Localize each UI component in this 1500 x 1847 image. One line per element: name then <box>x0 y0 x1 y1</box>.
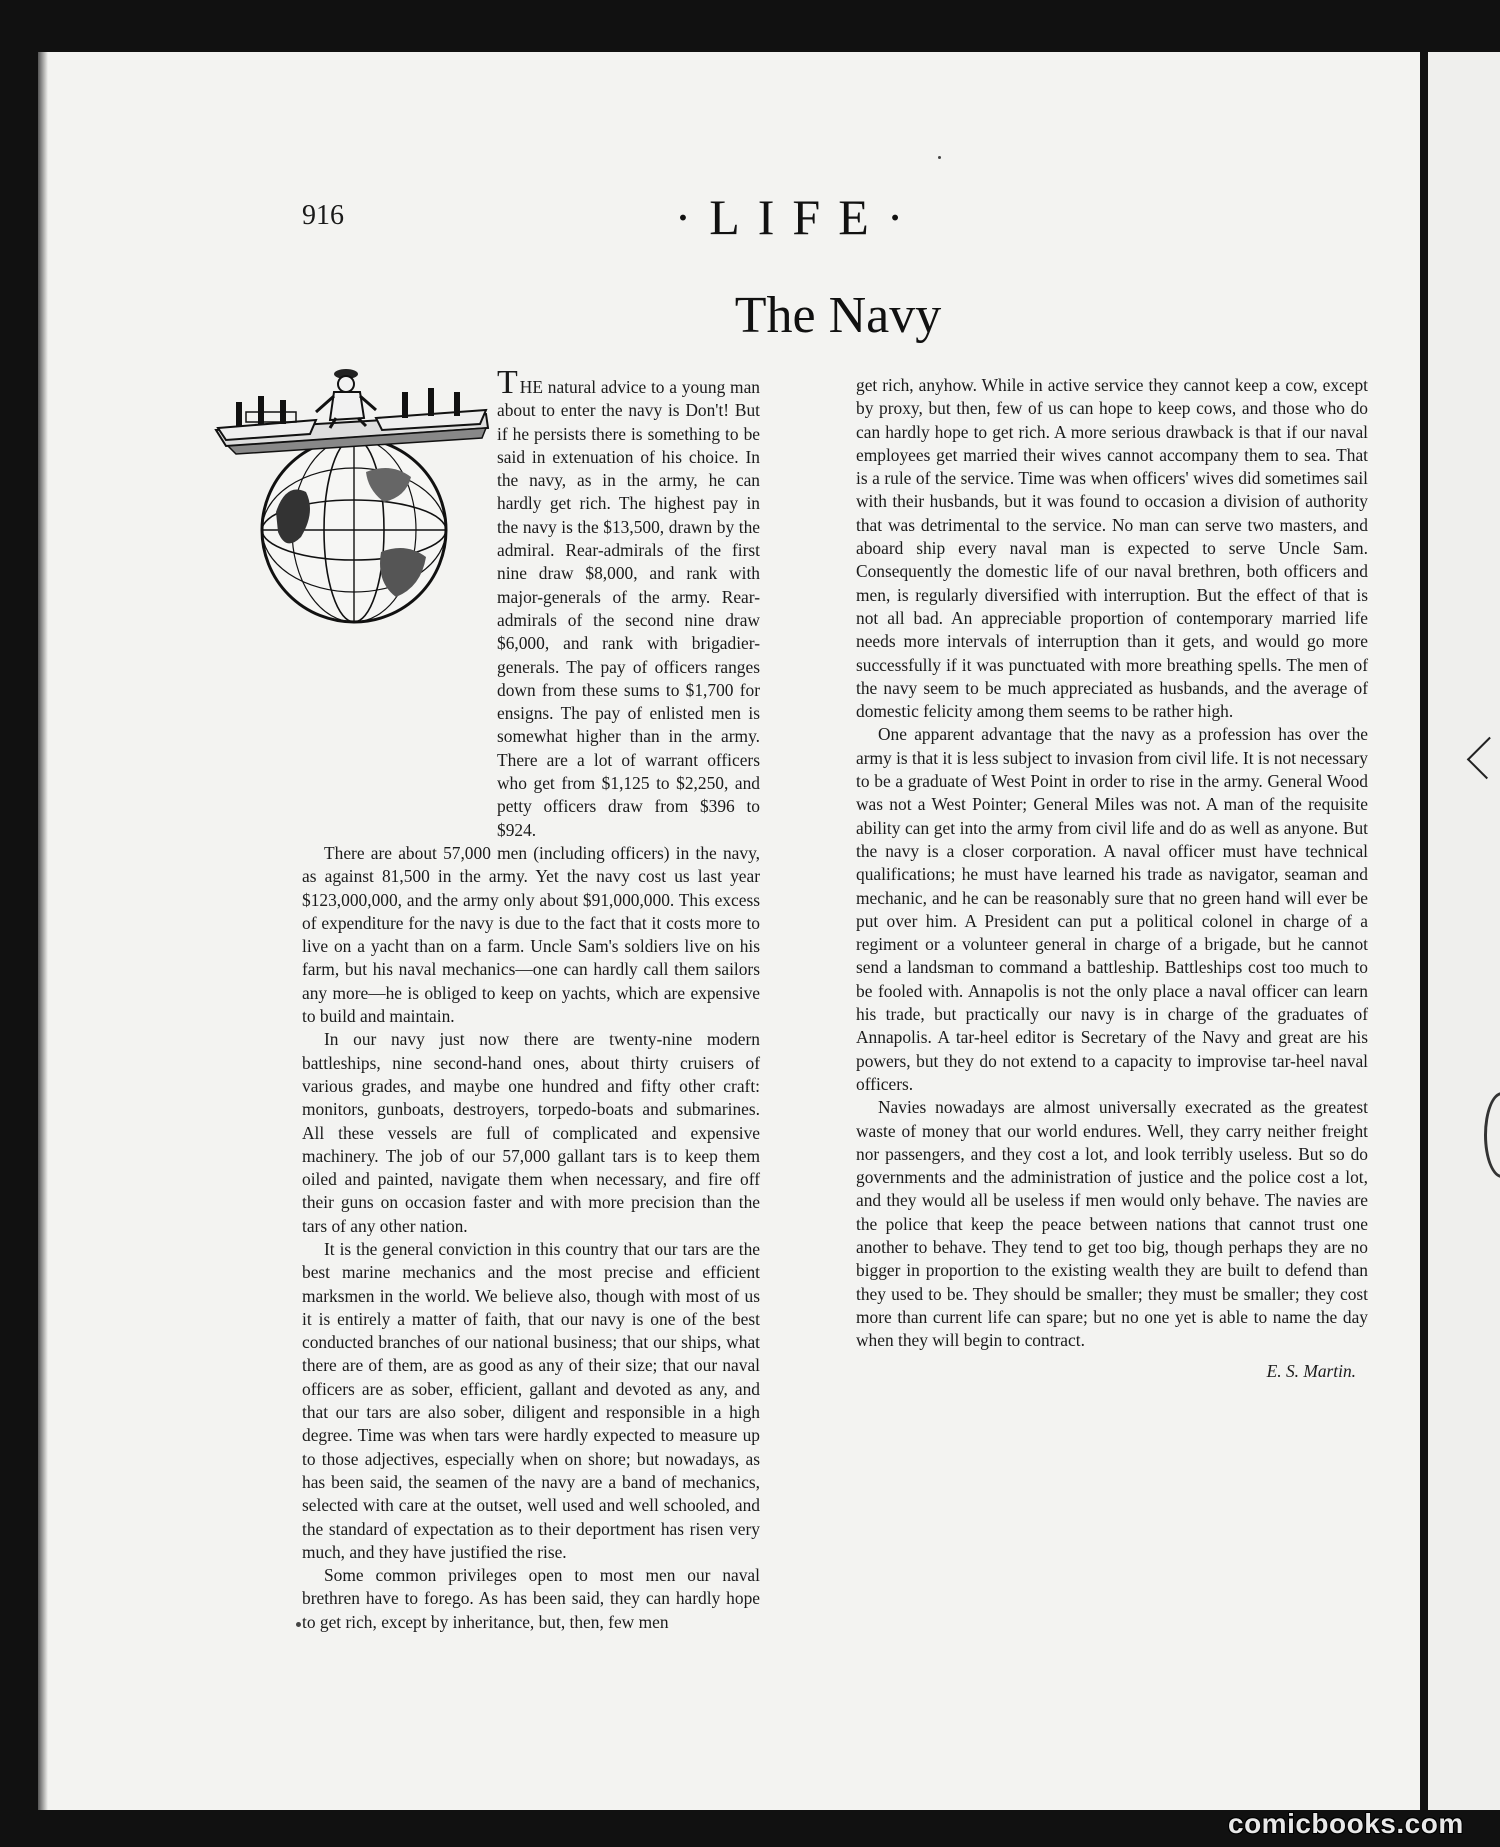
page-number: 916 <box>302 200 344 231</box>
article-paragraph: THE natural advice to a young man about to enter the navy is Don't! But if he persists there is something to be said in extenuation of his choice. In the navy, as in the army, he can hardly get rich. The highest pay in the navy is the $13,500, drawn by the admiral. Rear-admirals of the first nine draw $8,000, and rank with major-generals of the army. Rear-admirals of the second nine draw $6,000, and rank with brigadier-generals. The pay of officers ranges down from these sums to $1,700 for ensigns. The pay of enlisted men is somewhat higher than in the army. There are a lot of warrant officers who get from $1,125 to $2,250, and petty officers draw from $396 to $924. <box>497 364 760 840</box>
article-paragraph: Navies nowadays are almost universally execrated as the greatest waste of money that our world endures. Well, they carry neither freight nor passengers, and they cost a lot, and look terribly useless. But so do governments and the administration of justice and the police cost a lot, and they would all be useless if men would only behave. The navies are the police that keep the peace between nations that cannot trust one another to behave. They tend to get too big, though perhaps they are no bigger in proportion to the existing wealth they are built to defend than they used to be. They should be smaller; they must be smaller; they cost more than current life can spare; but no one yet is able to name the day when they will begin to contract. <box>856 1097 1368 1351</box>
article-paragraph: One apparent advantage that the navy as a profession has over the army is that it is less subject to invasion from civil life. It is not necessary to be a graduate of West Point in order to rise in the army. General Wood was not a West Pointer; General Miles was not. A man of the requisite ability can get into the army from civil life and do as well as anyone. But the navy is a closer corporation. A naval officer must have technical qualifications; he must have learned his trade as navigator, seaman and mechanic, and he can be reasonably sure that no green hand will ever be put over him. A President can put a political colonel in charge of a regiment or a volunteer general in charge of a brigade, but he cannot send a landsman to command a battleship. Battleships cost too much to be fooled with. Annapolis is not the only place a naval officer can learn his trade, but practically our navy is in charge of the graduates of Annapolis. A tar-heel editor is Secretary of the Navy and great are his powers, but they do not extend to a capacity to improvise tar-heel naval officers. <box>856 724 1368 1094</box>
print-speck <box>296 1622 301 1627</box>
watermark: comicbooks.com <box>1228 1808 1464 1839</box>
print-speck <box>938 156 941 159</box>
adjacent-page-mark <box>1484 1092 1500 1178</box>
adjacent-page-mark <box>1467 737 1500 779</box>
article-paragraph: It is the general conviction in this country that our tars are the best marine mechanics and the most precise and efficient marksmen in the world. We believe also, though with most of us it is entirely a matter of faith, that our navy is one of the best conducted branches of our national business; that our ships, what there are of them, are as good as any of their size; that our naval officers are as sober, efficient, gallant and devoted as any, and that our tars are also sober, diligent and responsible in a high degree. Time was when tars were hardly expected to measure up to those adjectives, especially when on shore; but nowadays, as has been said, the seamen of the navy are a band of mechanics, selected with care at the outset, well used and well schooled, and the standard of expectation as to their deportment has risen very much, and they have justified the rise. <box>302 1238 760 1562</box>
drop-cap: T <box>497 364 518 401</box>
page-edge-shadow <box>38 52 48 1810</box>
magazine-page <box>38 52 1420 1810</box>
article-paragraph: get rich, anyhow. While in active service they cannot keep a cow, except by proxy, but then, few of us can hope to keep cows, and those who do can hardly hope to get rich. A more serious drawback is that if our naval employees get married their wives cannot accompany them to sea. That is a rule of the service. Time was when officers' wives did sometimes sail with their husbands, but it was found to occasion a division of authority that was detrimental to the service. No man can serve two masters, and aboard ship every naval man is expected to serve Uncle Sam. Consequently the domestic life of our naval brethren, both officers and men, is regularly diversified with interruption. But the effect of that is not all bad. An appreciable proportion of contemporary married life needs more intervals of interruption than it gets, and would go more successfully if it was punctuated with more breathing spells. The men of the navy seem to be much appreciated as husbands, and the average of domestic felicity among them seems to be rather high. <box>856 375 1368 722</box>
right-column <box>856 374 1368 1384</box>
masthead: ·LIFE· <box>674 189 922 245</box>
article-paragraph: There are about 57,000 men (including officers) in the navy, as against 81,500 in the army. Yet the navy cost us last year $123,000,000, and the army only about $91,000,000. This excess of expenditure for the navy is due to the fact that it costs more to live on a yacht than on a farm. Uncle Sam's soldiers live on his farm, but his naval mechanics—one can hardly call them sailors any more—he is obliged to keep on yachts, which are expensive to build and maintain. <box>302 842 760 1027</box>
article-paragraph: In our navy just now there are twenty-nine modern battleships, nine second-hand ones, about thirty cruisers of various grades, and maybe one hundred and fifty other craft: monitors, gunboats, destroyers, torpedo-boats and submarines. All these vessels are full of complicated and expensive machinery. The job of our 57,000 gallant tars is to keep them oiled and painted, navigate them when necessary, and fire off their guns on occasion faster and with more precision than the tars of any other nation. <box>302 1029 760 1236</box>
article-title: The Navy <box>734 287 942 344</box>
article-paragraph: Some common privileges open to most men our naval brethren have to forego. As has been said, they can hardly hope to get rich, except by inheritance, but, then, few men <box>302 1565 760 1632</box>
byline: E. S. Martin. <box>1266 1361 1356 1382</box>
adjacent-page-edge <box>1428 52 1500 1810</box>
page-gutter <box>1420 52 1428 1810</box>
left-column <box>302 364 760 1634</box>
